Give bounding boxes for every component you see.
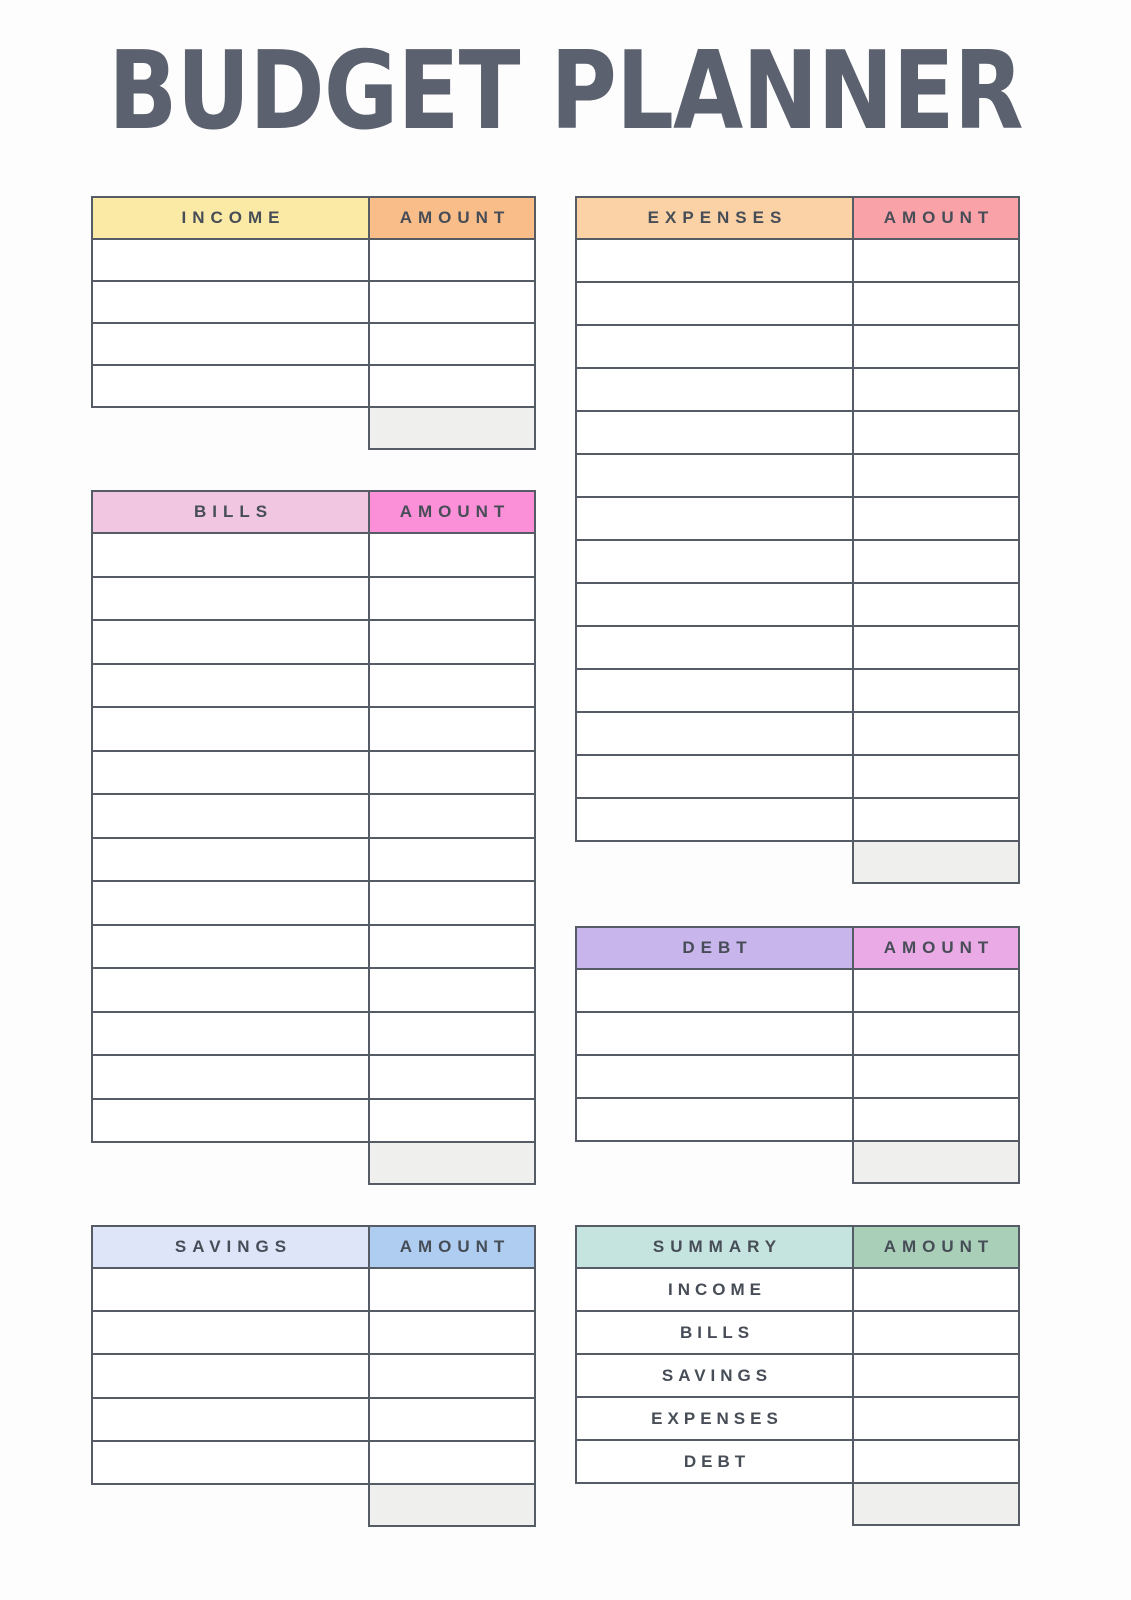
debt-row — [576, 1012, 1019, 1055]
summary-total-row — [576, 1483, 1019, 1525]
debt-row — [576, 969, 1019, 1012]
bills-row — [92, 751, 535, 795]
expenses-row-label-cell — [576, 497, 853, 540]
bills-row-amount-cell — [369, 925, 535, 969]
bills-row-label-cell — [92, 620, 369, 664]
expenses-row-label-cell — [576, 626, 853, 669]
debt-amount-header-cell: AMOUNT — [853, 927, 1019, 969]
debt-row-amount-cell — [853, 1012, 1019, 1055]
expenses-row-amount-cell — [853, 454, 1019, 497]
debt-row-label-cell — [576, 1055, 853, 1098]
bills-row — [92, 1099, 535, 1143]
bills-row-amount-cell — [369, 577, 535, 621]
bills-row-amount-cell — [369, 1099, 535, 1143]
expenses-row — [576, 239, 1019, 282]
savings-table — [91, 1225, 536, 1527]
expenses-row-amount-cell — [853, 325, 1019, 368]
income-row-amount-cell — [369, 323, 535, 365]
bills-row-amount-cell — [369, 533, 535, 577]
expenses-row-label-cell — [576, 669, 853, 712]
summary-total-cell — [853, 1483, 1019, 1525]
expenses-row-label-cell — [576, 583, 853, 626]
bills-row-amount-cell — [369, 707, 535, 751]
savings-total-spacer — [92, 1484, 369, 1526]
bills-total-spacer — [92, 1142, 369, 1184]
bills-row-label-cell — [92, 751, 369, 795]
bills-amount-header-cell: AMOUNT — [369, 491, 535, 533]
savings-row-amount-cell — [369, 1268, 535, 1311]
debt-row — [576, 1055, 1019, 1098]
expenses-row-label-cell — [576, 239, 853, 282]
bills-row-amount-cell — [369, 620, 535, 664]
summary-row-amount-cell — [853, 1354, 1019, 1397]
savings-row-amount-cell — [369, 1398, 535, 1441]
summary-amount-header-cell: AMOUNT — [853, 1226, 1019, 1268]
expenses-row-amount-cell — [853, 669, 1019, 712]
income-row-label-cell — [92, 239, 369, 281]
bills-total-cell — [369, 1142, 535, 1184]
expenses-row-label-cell — [576, 368, 853, 411]
bills-row-amount-cell — [369, 794, 535, 838]
income-row-label-cell — [92, 323, 369, 365]
debt-row-amount-cell — [853, 1098, 1019, 1141]
savings-row — [92, 1441, 535, 1484]
bills-header-cell: BILLS — [92, 491, 369, 533]
savings-row-label-cell — [92, 1354, 369, 1397]
bills-row-amount-cell — [369, 881, 535, 925]
savings-total-cell — [369, 1484, 535, 1526]
debt-table — [575, 926, 1020, 1184]
expenses-row-label-cell — [576, 454, 853, 497]
page-title: BUDGET PLANNER — [108, 29, 1023, 154]
savings-row-label-cell — [92, 1268, 369, 1311]
expenses-row — [576, 368, 1019, 411]
bills-row — [92, 620, 535, 664]
bills-total-row — [92, 1142, 535, 1184]
bills-row — [92, 1055, 535, 1099]
income-header-row — [92, 197, 535, 239]
debt-row-label-cell — [576, 1098, 853, 1141]
expenses-row-amount-cell — [853, 626, 1019, 669]
expenses-total-spacer — [576, 841, 853, 883]
expenses-row — [576, 626, 1019, 669]
bills-header-row — [92, 491, 535, 533]
summary-row — [576, 1354, 1019, 1397]
bills-row-label-cell — [92, 1012, 369, 1056]
income-amount-header-cell: AMOUNT — [369, 197, 535, 239]
summary-header-row — [576, 1226, 1019, 1268]
bills-row — [92, 1012, 535, 1056]
bills-row-label-cell — [92, 968, 369, 1012]
summary-row-label-cell: EXPENSES — [576, 1397, 853, 1440]
savings-row-amount-cell — [369, 1441, 535, 1484]
savings-row — [92, 1398, 535, 1441]
expenses-row — [576, 583, 1019, 626]
debt-total-cell — [853, 1141, 1019, 1183]
bills-row — [92, 707, 535, 751]
expenses-row-amount-cell — [853, 239, 1019, 282]
bills-row — [92, 533, 535, 577]
income-row — [92, 323, 535, 365]
expenses-row-label-cell — [576, 411, 853, 454]
debt-row-amount-cell — [853, 969, 1019, 1012]
savings-header-cell: SAVINGS — [92, 1226, 369, 1268]
expenses-row — [576, 282, 1019, 325]
expenses-row — [576, 712, 1019, 755]
savings-row-amount-cell — [369, 1354, 535, 1397]
bills-row-label-cell — [92, 1099, 369, 1143]
expenses-row-amount-cell — [853, 755, 1019, 798]
expenses-row-label-cell — [576, 712, 853, 755]
savings-total-row — [92, 1484, 535, 1526]
summary-total-spacer — [576, 1483, 853, 1525]
bills-row — [92, 968, 535, 1012]
income-row — [92, 281, 535, 323]
summary-row — [576, 1397, 1019, 1440]
savings-row-label-cell — [92, 1441, 369, 1484]
bills-row-amount-cell — [369, 838, 535, 882]
income-total-row — [92, 407, 535, 449]
bills-row-label-cell — [92, 925, 369, 969]
bills-row — [92, 577, 535, 621]
savings-header-row — [92, 1226, 535, 1268]
summary-header-cell: SUMMARY — [576, 1226, 853, 1268]
bills-row — [92, 664, 535, 708]
summary-table — [575, 1225, 1020, 1526]
summary-row-label-cell: INCOME — [576, 1268, 853, 1311]
bills-row-amount-cell — [369, 968, 535, 1012]
summary-row — [576, 1268, 1019, 1311]
debt-total-spacer — [576, 1141, 853, 1183]
income-row-amount-cell — [369, 239, 535, 281]
summary-row-label-cell: DEBT — [576, 1440, 853, 1483]
expenses-row-amount-cell — [853, 411, 1019, 454]
income-row-label-cell — [92, 281, 369, 323]
debt-total-row — [576, 1141, 1019, 1183]
expenses-row-label-cell — [576, 325, 853, 368]
summary-row — [576, 1440, 1019, 1483]
income-row — [92, 365, 535, 407]
summary-row-amount-cell — [853, 1440, 1019, 1483]
summary-row-amount-cell — [853, 1268, 1019, 1311]
income-row-amount-cell — [369, 281, 535, 323]
savings-row — [92, 1268, 535, 1311]
bills-row-amount-cell — [369, 751, 535, 795]
income-table — [91, 196, 536, 450]
bills-row — [92, 925, 535, 969]
expenses-row-label-cell — [576, 540, 853, 583]
income-row-label-cell — [92, 365, 369, 407]
summary-row-amount-cell — [853, 1311, 1019, 1354]
bills-table — [91, 490, 536, 1185]
bills-row-label-cell — [92, 838, 369, 882]
summary-row-label-cell: SAVINGS — [576, 1354, 853, 1397]
savings-row — [92, 1354, 535, 1397]
bills-row — [92, 838, 535, 882]
expenses-row-amount-cell — [853, 368, 1019, 411]
expenses-row-label-cell — [576, 798, 853, 841]
savings-row-amount-cell — [369, 1311, 535, 1354]
debt-row-amount-cell — [853, 1055, 1019, 1098]
expenses-row — [576, 325, 1019, 368]
expenses-row — [576, 798, 1019, 841]
bills-row-label-cell — [92, 1055, 369, 1099]
debt-row-label-cell — [576, 969, 853, 1012]
expenses-row-amount-cell — [853, 282, 1019, 325]
bills-row-label-cell — [92, 707, 369, 751]
expenses-total-row — [576, 841, 1019, 883]
expenses-row-label-cell — [576, 282, 853, 325]
savings-row — [92, 1311, 535, 1354]
expenses-header-cell: EXPENSES — [576, 197, 853, 239]
expenses-row-amount-cell — [853, 497, 1019, 540]
expenses-row — [576, 454, 1019, 497]
debt-row-label-cell — [576, 1012, 853, 1055]
expenses-table — [575, 196, 1020, 884]
income-row — [92, 239, 535, 281]
expenses-row-label-cell — [576, 755, 853, 798]
debt-header-cell: DEBT — [576, 927, 853, 969]
expenses-row — [576, 755, 1019, 798]
bills-row-amount-cell — [369, 1012, 535, 1056]
income-total-cell — [369, 407, 535, 449]
savings-amount-header-cell: AMOUNT — [369, 1226, 535, 1268]
income-row-amount-cell — [369, 365, 535, 407]
debt-header-row — [576, 927, 1019, 969]
expenses-row — [576, 497, 1019, 540]
expenses-row-amount-cell — [853, 583, 1019, 626]
expenses-row — [576, 540, 1019, 583]
bills-row — [92, 881, 535, 925]
summary-row-amount-cell — [853, 1397, 1019, 1440]
expenses-row — [576, 669, 1019, 712]
bills-row-amount-cell — [369, 664, 535, 708]
savings-row-label-cell — [92, 1311, 369, 1354]
bills-row-label-cell — [92, 881, 369, 925]
expenses-row-amount-cell — [853, 798, 1019, 841]
expenses-total-cell — [853, 841, 1019, 883]
expenses-row-amount-cell — [853, 712, 1019, 755]
bills-row-amount-cell — [369, 1055, 535, 1099]
summary-row — [576, 1311, 1019, 1354]
summary-row-label-cell: BILLS — [576, 1311, 853, 1354]
expenses-amount-header-cell: AMOUNT — [853, 197, 1019, 239]
expenses-row-amount-cell — [853, 540, 1019, 583]
bills-row-label-cell — [92, 533, 369, 577]
bills-row-label-cell — [92, 577, 369, 621]
debt-row — [576, 1098, 1019, 1141]
bills-row-label-cell — [92, 794, 369, 838]
savings-row-label-cell — [92, 1398, 369, 1441]
expenses-header-row — [576, 197, 1019, 239]
bills-row — [92, 794, 535, 838]
income-header-cell: INCOME — [92, 197, 369, 239]
income-total-spacer — [92, 407, 369, 449]
expenses-row — [576, 411, 1019, 454]
bills-row-label-cell — [92, 664, 369, 708]
